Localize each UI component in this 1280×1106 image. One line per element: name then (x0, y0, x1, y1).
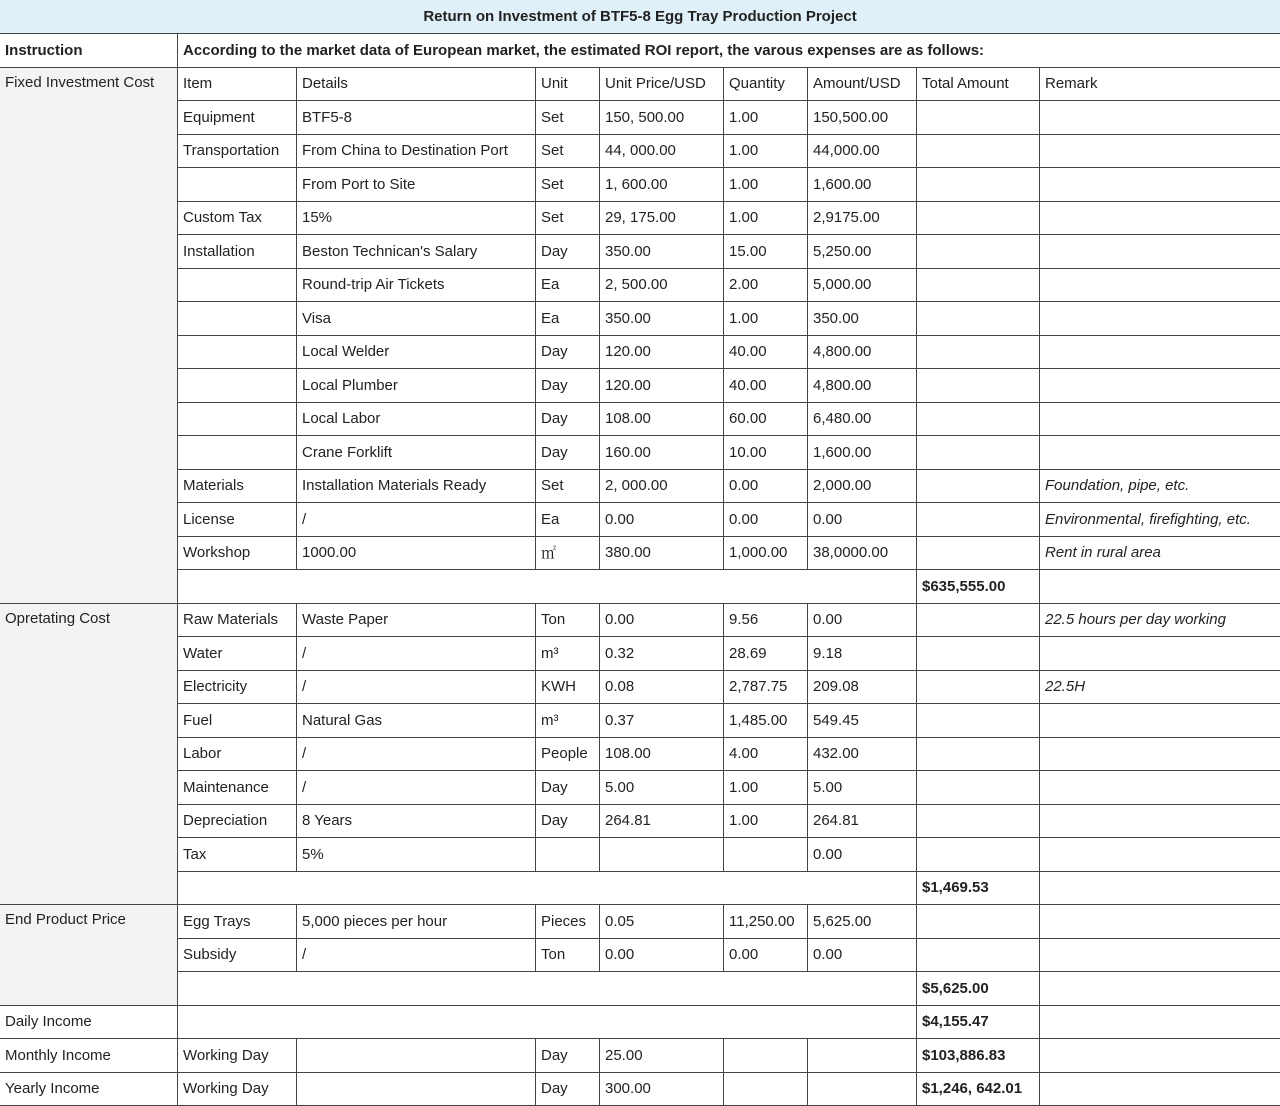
cell-remark (1040, 637, 1280, 671)
cell-details: / (297, 637, 536, 671)
cell-price: 300.00 (600, 1072, 724, 1106)
daily-income-label: Daily Income (0, 1005, 178, 1039)
cell-item (178, 436, 297, 470)
cell-price: 0.00 (600, 603, 724, 637)
cell-qty: 15.00 (724, 235, 808, 269)
cell-total-amount (917, 737, 1040, 771)
cell-details: Natural Gas (297, 704, 536, 738)
column-header: Quantity (724, 67, 808, 101)
cell-item: Custom Tax (178, 201, 297, 235)
operating-section-label: Opretating Cost (0, 603, 178, 905)
cell-price: 160.00 (600, 436, 724, 470)
cell-amount: 1,600.00 (808, 436, 917, 470)
cell-amount: 5.00 (808, 771, 917, 805)
cell-qty: 1.00 (724, 302, 808, 336)
cell-unit: Ea (536, 302, 600, 336)
cell-details: 1000.00 (297, 536, 536, 570)
cell-price: 0.00 (600, 503, 724, 537)
cell-remark (1040, 1072, 1280, 1106)
daily-income-row (0, 1005, 1280, 1039)
cell-unit: People (536, 737, 600, 771)
blank-cell (178, 972, 917, 1006)
cell-price (600, 838, 724, 872)
operating-row (0, 603, 1280, 637)
cell-details: BTF5-8 (297, 101, 536, 135)
cell-qty: 1,000.00 (724, 536, 808, 570)
cell-price: 350.00 (600, 302, 724, 336)
fixed-section-label: Fixed Investment Cost (0, 67, 178, 603)
cell-details: 8 Years (297, 804, 536, 838)
cell-remark (1040, 737, 1280, 771)
cell-unit: Day (536, 436, 600, 470)
cell-remark: 22.5 hours per day working (1040, 603, 1280, 637)
cell-amount: 5,250.00 (808, 235, 917, 269)
cell-amount: 264.81 (808, 804, 917, 838)
cell-qty: 1,485.00 (724, 704, 808, 738)
yearly-income-row (0, 1072, 1280, 1106)
cell-amount: 0.00 (808, 603, 917, 637)
instruction-label: Instruction (0, 34, 178, 68)
cell-price: 0.08 (600, 670, 724, 704)
cell-amount: 44,000.00 (808, 134, 917, 168)
cell-amount: 5,625.00 (808, 905, 917, 939)
endproduct-row (0, 905, 1280, 939)
cell-price: 1, 600.00 (600, 168, 724, 202)
cell-unit: Day (536, 335, 600, 369)
cell-qty: 1.00 (724, 101, 808, 135)
fixed-row (0, 302, 1280, 336)
cell-item: Materials (178, 469, 297, 503)
cell-unit: Ton (536, 603, 600, 637)
cell-details: Visa (297, 302, 536, 336)
cell-amount: 38,0000.00 (808, 536, 917, 570)
cell-qty: 40.00 (724, 369, 808, 403)
cell-amount: 4,800.00 (808, 335, 917, 369)
fixed-row (0, 235, 1280, 269)
cell-unit: Pieces (536, 905, 600, 939)
cell-item: Labor (178, 737, 297, 771)
cell-total-amount (917, 503, 1040, 537)
cell-price: 2, 500.00 (600, 268, 724, 302)
fixed-row (0, 402, 1280, 436)
cell-amount (808, 1039, 917, 1073)
fixed-row (0, 469, 1280, 503)
endproduct-section-label: End Product Price (0, 905, 178, 1006)
cell-price: 120.00 (600, 335, 724, 369)
fixed-row (0, 436, 1280, 470)
cell-remark (1040, 972, 1280, 1006)
cell-amount: 350.00 (808, 302, 917, 336)
instruction-text: According to the market data of European market, the estimated ROI report, the varous expenses are as follows: (178, 34, 1280, 68)
cell-remark: 22.5H (1040, 670, 1280, 704)
cell-price: 264.81 (600, 804, 724, 838)
cell-total-amount (917, 168, 1040, 202)
cell-unit: Ea (536, 268, 600, 302)
cell-qty: 28.69 (724, 637, 808, 671)
cell-total-amount (917, 603, 1040, 637)
cell-total-amount (917, 268, 1040, 302)
cell-qty: 1.00 (724, 134, 808, 168)
cell-item: Working Day (178, 1039, 297, 1073)
cell-details (297, 1072, 536, 1106)
cell-total-amount (917, 436, 1040, 470)
cell-item (178, 402, 297, 436)
column-header: Details (297, 67, 536, 101)
cell-total-amount (917, 771, 1040, 805)
cell-item: Tax (178, 838, 297, 872)
cell-remark: Foundation, pipe, etc. (1040, 469, 1280, 503)
cell-total-amount (917, 201, 1040, 235)
cell-total-amount (917, 536, 1040, 570)
cell-price: 108.00 (600, 737, 724, 771)
cell-qty: 40.00 (724, 335, 808, 369)
column-header: Unit (536, 67, 600, 101)
fixed-total-row (0, 570, 1280, 604)
cell-unit: Day (536, 369, 600, 403)
cell-remark (1040, 134, 1280, 168)
cell-unit: Set (536, 469, 600, 503)
cell-qty: 4.00 (724, 737, 808, 771)
cell-amount: 150,500.00 (808, 101, 917, 135)
cell-item: Water (178, 637, 297, 671)
cell-price: 0.32 (600, 637, 724, 671)
cell-remark (1040, 704, 1280, 738)
cell-qty: 9.56 (724, 603, 808, 637)
yearly-income-total: $1,246, 642.01 (917, 1072, 1040, 1106)
cell-total-amount (917, 302, 1040, 336)
cell-details: / (297, 670, 536, 704)
cell-details: Beston Technican's Salary (297, 235, 536, 269)
monthly-income-total: $103,886.83 (917, 1039, 1040, 1073)
operating-row (0, 670, 1280, 704)
monthly-income-row (0, 1039, 1280, 1073)
cell-qty: 1.00 (724, 201, 808, 235)
cell-total-amount (917, 101, 1040, 135)
cell-qty: 1.00 (724, 804, 808, 838)
cell-price: 0.05 (600, 905, 724, 939)
cell-qty: 60.00 (724, 402, 808, 436)
cell-price: 5.00 (600, 771, 724, 805)
cell-unit: Day (536, 804, 600, 838)
endproduct-total: $5,625.00 (917, 972, 1040, 1006)
cell-price: 108.00 (600, 402, 724, 436)
cell-total-amount (917, 704, 1040, 738)
cell-price: 29, 175.00 (600, 201, 724, 235)
fixed-row (0, 201, 1280, 235)
cell-item: Egg Trays (178, 905, 297, 939)
cell-remark (1040, 771, 1280, 805)
operating-row (0, 771, 1280, 805)
cell-details: / (297, 737, 536, 771)
cell-item: Raw Materials (178, 603, 297, 637)
cell-item: Transportation (178, 134, 297, 168)
cell-item: Working Day (178, 1072, 297, 1106)
cell-total-amount (917, 469, 1040, 503)
cell-unit: m³ (536, 637, 600, 671)
column-header: Total Amount (917, 67, 1040, 101)
operating-total: $1,469.53 (917, 871, 1040, 905)
title-row (0, 0, 1280, 34)
cell-total-amount (917, 235, 1040, 269)
cell-qty (724, 1072, 808, 1106)
fixed-row (0, 134, 1280, 168)
cell-qty: 2,787.75 (724, 670, 808, 704)
cell-item (178, 268, 297, 302)
cell-details: 15% (297, 201, 536, 235)
cell-price: 0.37 (600, 704, 724, 738)
cell-amount: 2,000.00 (808, 469, 917, 503)
operating-total-row (0, 871, 1280, 905)
cell-details: Local Plumber (297, 369, 536, 403)
cell-item: License (178, 503, 297, 537)
operating-row (0, 704, 1280, 738)
cell-item: Fuel (178, 704, 297, 738)
column-header: Amount/USD (808, 67, 917, 101)
cell-remark (1040, 938, 1280, 972)
cell-remark (1040, 168, 1280, 202)
column-header: Remark (1040, 67, 1280, 101)
fixed-row (0, 101, 1280, 135)
cell-details: From Port to Site (297, 168, 536, 202)
cell-qty: 0.00 (724, 938, 808, 972)
cell-unit: Set (536, 168, 600, 202)
cell-qty: 1.00 (724, 771, 808, 805)
daily-income-total: $4,155.47 (917, 1005, 1040, 1039)
cell-unit: Ton (536, 938, 600, 972)
cell-remark: Rent in rural area (1040, 536, 1280, 570)
cell-unit (536, 838, 600, 872)
cell-total-amount (917, 838, 1040, 872)
cell-price: 120.00 (600, 369, 724, 403)
cell-remark (1040, 905, 1280, 939)
cell-total-amount (917, 938, 1040, 972)
instruction-row (0, 34, 1280, 68)
operating-row (0, 737, 1280, 771)
cell-unit: m³ (536, 704, 600, 738)
cell-remark (1040, 402, 1280, 436)
cell-remark (1040, 201, 1280, 235)
cell-total-amount (917, 804, 1040, 838)
cell-item: Maintenance (178, 771, 297, 805)
cell-total-amount (917, 905, 1040, 939)
cell-total-amount (917, 335, 1040, 369)
operating-row (0, 838, 1280, 872)
cell-amount: 2,9175.00 (808, 201, 917, 235)
cell-details: Local Labor (297, 402, 536, 436)
cell-qty: 1.00 (724, 168, 808, 202)
cell-remark: Environmental, firefighting, etc. (1040, 503, 1280, 537)
cell-qty: 0.00 (724, 469, 808, 503)
cell-qty: 0.00 (724, 503, 808, 537)
cell-item: Depreciation (178, 804, 297, 838)
cell-details: Local Welder (297, 335, 536, 369)
cell-unit: Day (536, 1039, 600, 1073)
cell-details: Crane Forklift (297, 436, 536, 470)
cell-details: / (297, 938, 536, 972)
cell-price: 0.00 (600, 938, 724, 972)
cell-unit: ㎡ (536, 536, 600, 570)
cell-remark (1040, 436, 1280, 470)
cell-qty (724, 1039, 808, 1073)
operating-row (0, 637, 1280, 671)
column-header: Unit Price/USD (600, 67, 724, 101)
cell-qty: 2.00 (724, 268, 808, 302)
cell-details (297, 1039, 536, 1073)
fixed-row (0, 369, 1280, 403)
cell-total-amount (917, 369, 1040, 403)
operating-row (0, 804, 1280, 838)
monthly-income-label: Monthly Income (0, 1039, 178, 1073)
cell-amount: 9.18 (808, 637, 917, 671)
cell-details: From China to Destination Port (297, 134, 536, 168)
cell-details: 5,000 pieces per hour (297, 905, 536, 939)
cell-price: 44, 000.00 (600, 134, 724, 168)
cell-price: 350.00 (600, 235, 724, 269)
cell-amount: 549.45 (808, 704, 917, 738)
blank-cell (178, 1005, 917, 1039)
endproduct-row (0, 938, 1280, 972)
cell-price: 2, 000.00 (600, 469, 724, 503)
cell-details: Waste Paper (297, 603, 536, 637)
cell-details: 5% (297, 838, 536, 872)
cell-item: Workshop (178, 536, 297, 570)
cell-remark (1040, 369, 1280, 403)
cell-remark (1040, 1039, 1280, 1073)
cell-amount: 1,600.00 (808, 168, 917, 202)
cell-amount (808, 1072, 917, 1106)
yearly-income-label: Yearly Income (0, 1072, 178, 1106)
cell-details: / (297, 771, 536, 805)
cell-price: 150, 500.00 (600, 101, 724, 135)
cell-price: 380.00 (600, 536, 724, 570)
table-title: Return on Investment of BTF5-8 Egg Tray Production Project (0, 0, 1280, 34)
cell-remark (1040, 570, 1280, 604)
cell-price: 25.00 (600, 1039, 724, 1073)
cell-amount: 6,480.00 (808, 402, 917, 436)
cell-details: / (297, 503, 536, 537)
cell-remark (1040, 1005, 1280, 1039)
cell-item: Equipment (178, 101, 297, 135)
cell-amount: 4,800.00 (808, 369, 917, 403)
cell-amount: 0.00 (808, 503, 917, 537)
cell-total-amount (917, 402, 1040, 436)
cell-item: Installation (178, 235, 297, 269)
cell-details: Installation Materials Ready (297, 469, 536, 503)
cell-total-amount (917, 670, 1040, 704)
cell-item: Electricity (178, 670, 297, 704)
cell-unit: Ea (536, 503, 600, 537)
cell-unit: Day (536, 771, 600, 805)
cell-remark (1040, 302, 1280, 336)
fixed-row (0, 536, 1280, 570)
cell-unit: Set (536, 101, 600, 135)
cell-total-amount (917, 637, 1040, 671)
cell-remark (1040, 804, 1280, 838)
endproduct-total-row (0, 972, 1280, 1006)
blank-cell (178, 871, 917, 905)
cell-item: Subsidy (178, 938, 297, 972)
cell-amount: 432.00 (808, 737, 917, 771)
column-header-row (0, 67, 1280, 101)
fixed-row (0, 335, 1280, 369)
cell-amount: 5,000.00 (808, 268, 917, 302)
cell-remark (1040, 871, 1280, 905)
cell-unit: Set (536, 201, 600, 235)
cell-unit: Set (536, 134, 600, 168)
cell-details: Round-trip Air Tickets (297, 268, 536, 302)
cell-remark (1040, 268, 1280, 302)
cell-item (178, 168, 297, 202)
fixed-row (0, 168, 1280, 202)
cell-unit: KWH (536, 670, 600, 704)
cell-qty (724, 838, 808, 872)
fixed-total: $635,555.00 (917, 570, 1040, 604)
fixed-row (0, 268, 1280, 302)
cell-amount: 0.00 (808, 938, 917, 972)
cell-item (178, 302, 297, 336)
cell-unit: Day (536, 1072, 600, 1106)
fixed-row (0, 503, 1280, 537)
cell-unit: Day (536, 402, 600, 436)
column-header: Item (178, 67, 297, 101)
cell-remark (1040, 838, 1280, 872)
cell-remark (1040, 101, 1280, 135)
cell-remark (1040, 335, 1280, 369)
cell-amount: 209.08 (808, 670, 917, 704)
cell-unit: Day (536, 235, 600, 269)
blank-cell (178, 570, 917, 604)
cell-qty: 11,250.00 (724, 905, 808, 939)
cell-item (178, 369, 297, 403)
cell-qty: 10.00 (724, 436, 808, 470)
cell-amount: 0.00 (808, 838, 917, 872)
cell-total-amount (917, 134, 1040, 168)
cell-item (178, 335, 297, 369)
cell-remark (1040, 235, 1280, 269)
